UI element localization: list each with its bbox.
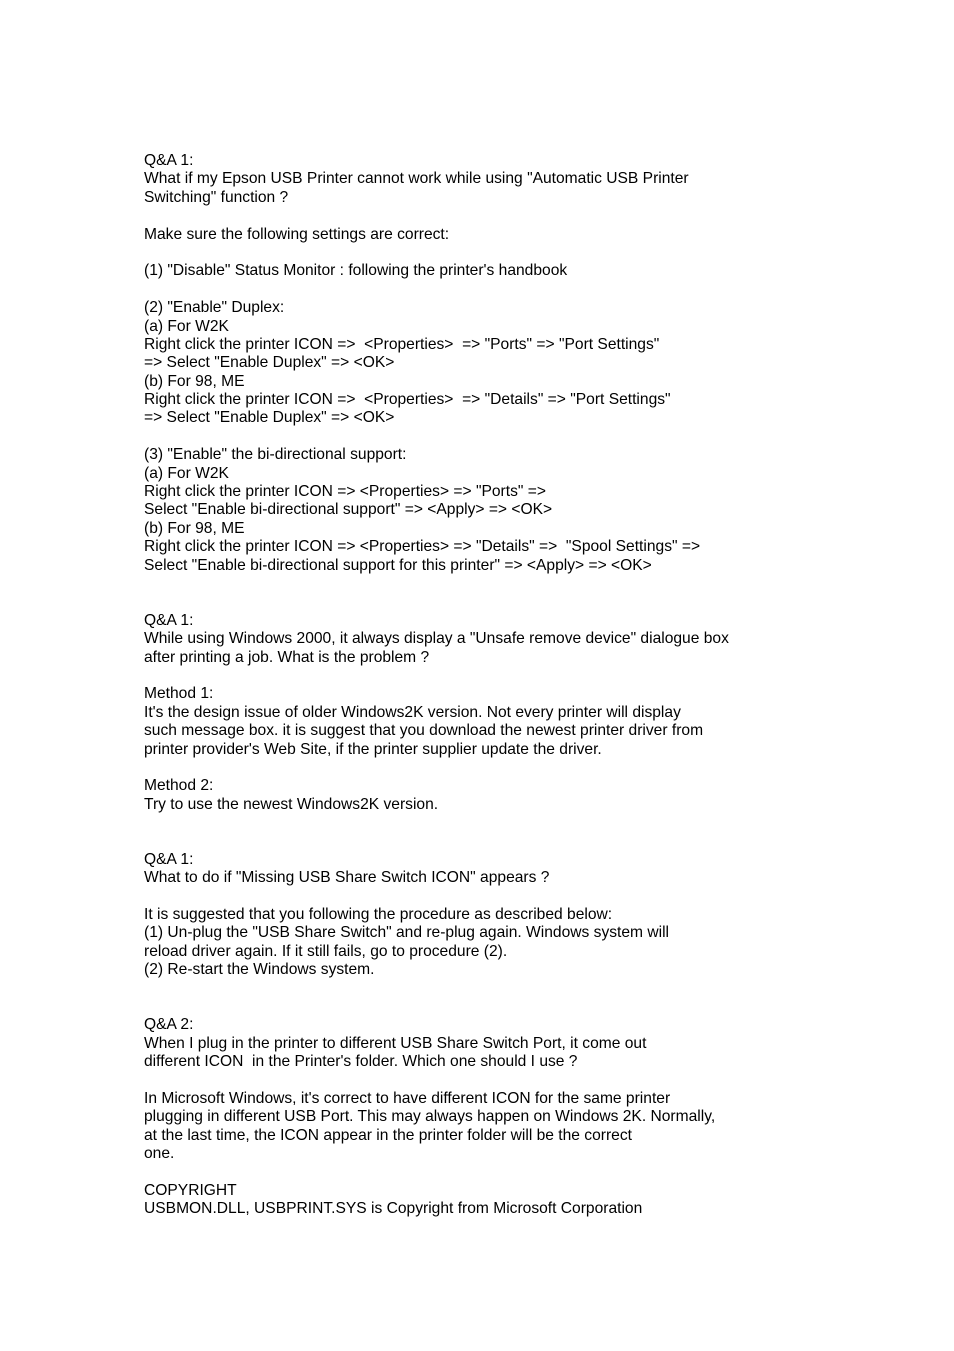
question-line: While using Windows 2000, it always display a "Unsafe remove device" dialogue box [144, 630, 729, 648]
answer-line: In Microsoft Windows, it's correct to have different ICON for the same printer [144, 1089, 671, 1107]
copyright-section [144, 1182, 924, 1219]
answer-line: It is suggested that you following the procedure as described below: [144, 906, 613, 924]
question-line: When I plug in the printer to different USB Share Switch Port, it come out [144, 1034, 647, 1052]
step-1: (1) "Disable" Status Monitor : following the printer's handbook [144, 262, 568, 280]
answer-intro: Make sure the following settings are correct: [144, 225, 450, 243]
step-3-line: Select "Enable bi-directional support for this printer" => <Apply> => <OK> [144, 556, 652, 574]
step-3-line: Right click the printer ICON => <Properties> => "Details" => "Spool Settings" => [144, 538, 701, 556]
method-1-line: It's the design issue of older Windows2K version. Not every printer will display [144, 703, 681, 721]
step-2-line: Right click the printer ICON => <Properties> => "Details" => "Port Settings" [144, 391, 671, 409]
answer-line: plugging in different USB Port. This may always happen on Windows 2K. Normally, [144, 1108, 716, 1126]
document-body [144, 152, 924, 1219]
step-2-line: => Select "Enable Duplex" => <OK> [144, 354, 395, 372]
method-1-line: printer provider's Web Site, if the printer supplier update the driver. [144, 740, 602, 758]
qa-heading: Q&A 2: [144, 1016, 194, 1034]
method-2-text: Try to use the newest Windows2K version. [144, 795, 439, 813]
method-1-heading: Method 1: [144, 685, 214, 703]
answer-line: (1) Un-plug the "USB Share Switch" and re-plug again. Windows system will [144, 924, 670, 942]
step-2-line: => Select "Enable Duplex" => <OK> [144, 409, 395, 427]
step-2-line: (2) "Enable" Duplex: [144, 299, 285, 317]
step-2-line: (b) For 98, ME [144, 372, 245, 390]
answer-line: (2) Re-start the Windows system. [144, 961, 375, 979]
method-2-heading: Method 2: [144, 777, 214, 795]
question-line: different ICON in the Printer's folder. Which one should I use ? [144, 1053, 578, 1071]
method-1-line: such message box. it is suggest that you download the newest printer driver from [144, 722, 704, 740]
step-3-line: (b) For 98, ME [144, 519, 245, 537]
answer-line: reload driver again. If it still fails, go to procedure (2). [144, 942, 508, 960]
step-3-line: Select "Enable bi-directional support" => <Apply> => <OK> [144, 501, 553, 519]
question-line: What to do if "Missing USB Share Switch ICON" appears ? [144, 869, 550, 887]
qa-section-2 [144, 612, 924, 814]
qa-section-4 [144, 1016, 924, 1163]
step-2-line: (a) For W2K [144, 317, 229, 335]
step-3-line: Right click the printer ICON => <Properties> => "Ports" => [144, 483, 546, 501]
question-line: What if my Epson USB Printer cannot work while using "Automatic USB Printer [144, 170, 689, 188]
qa-section-1 [144, 152, 924, 575]
qa-heading: Q&A 1: [144, 611, 194, 629]
step-3-line: (a) For W2K [144, 464, 229, 482]
step-2-line: Right click the printer ICON => <Properties> => "Ports" => "Port Settings" [144, 335, 660, 353]
copyright-text: USBMON.DLL, USBPRINT.SYS is Copyright from Microsoft Corporation [144, 1200, 643, 1218]
qa-heading: Q&A 1: [144, 850, 194, 868]
question-line: Switching" function ? [144, 188, 289, 206]
answer-line: one. [144, 1145, 175, 1163]
question-line: after printing a job. What is the problem ? [144, 648, 430, 666]
copyright-heading: COPYRIGHT [144, 1181, 237, 1199]
step-3-line: (3) "Enable" the bi-directional support: [144, 446, 407, 464]
qa-section-3 [144, 851, 924, 980]
answer-line: at the last time, the ICON appear in the printer folder will be the correct [144, 1126, 632, 1144]
qa-heading: Q&A 1: [144, 152, 194, 169]
